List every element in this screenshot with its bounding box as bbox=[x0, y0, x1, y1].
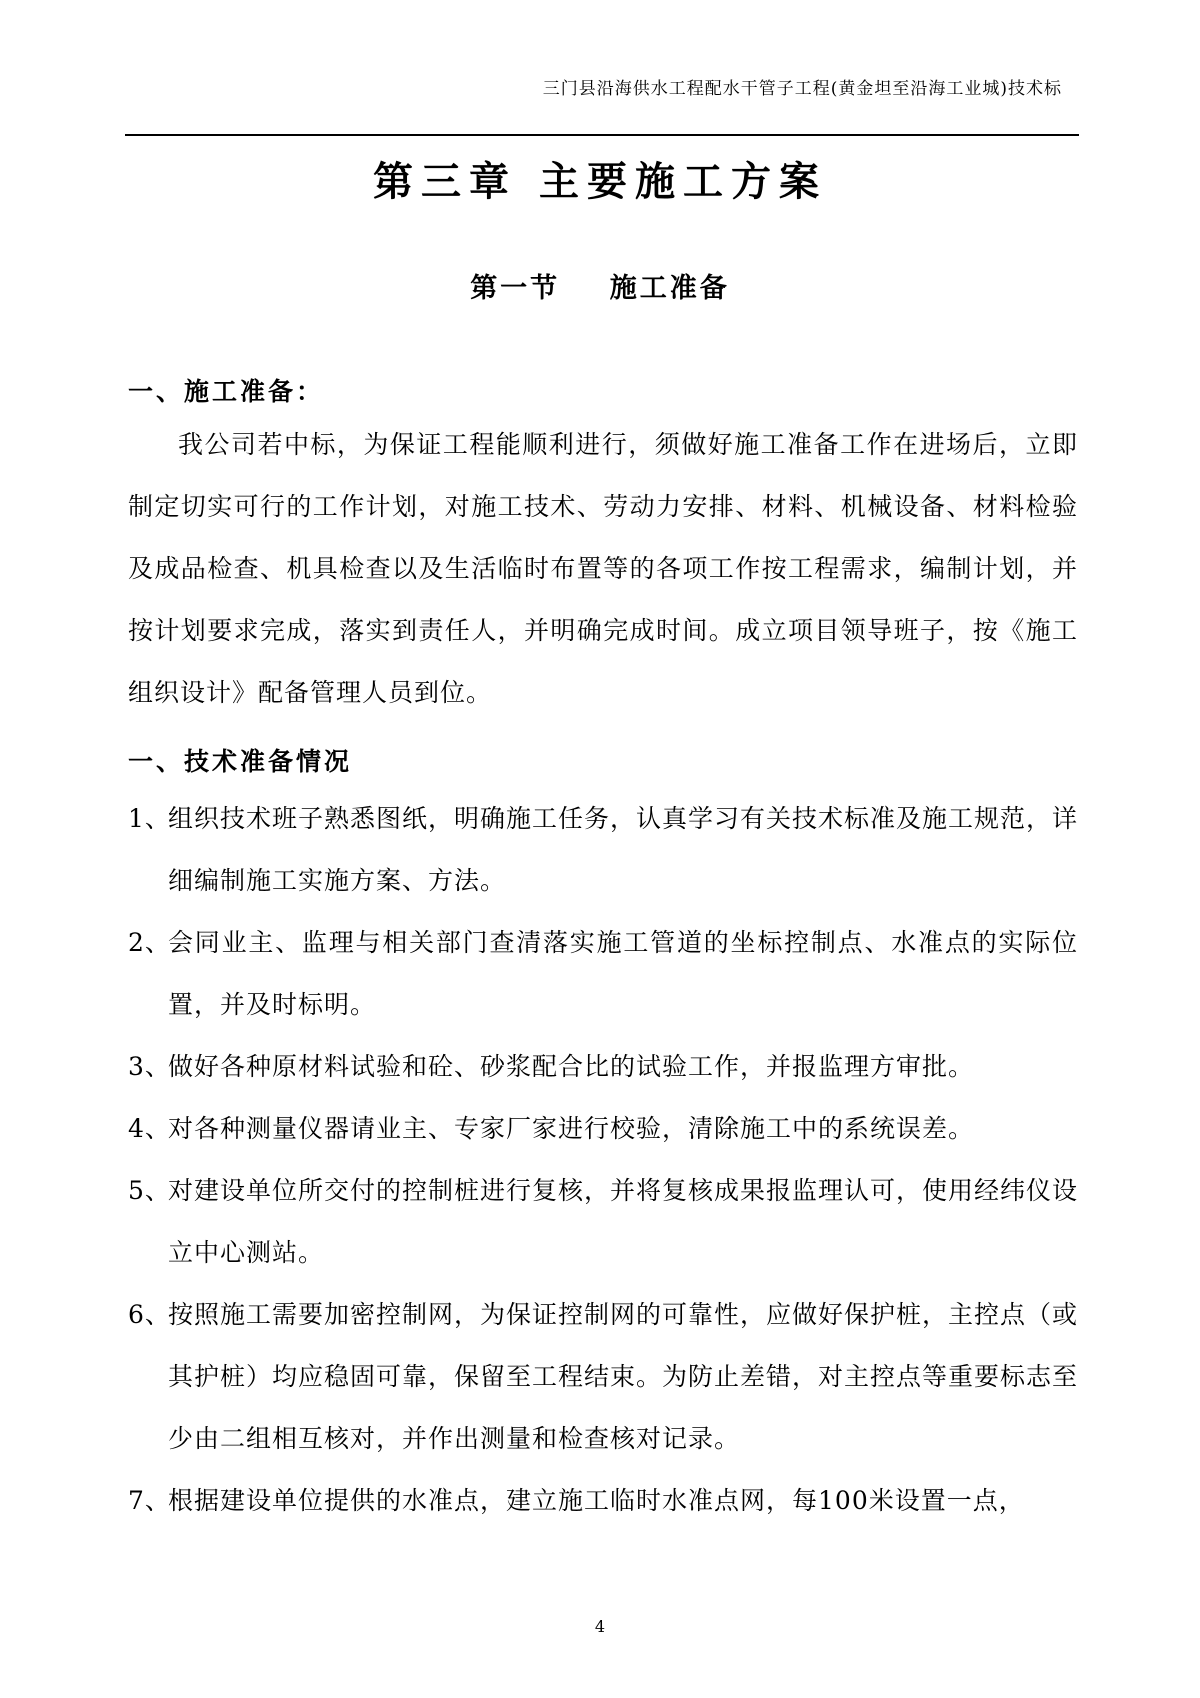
item-text: 会同业主、监理与相关部门查清落实施工管道的坐标控制点、水准点的实际位置，并及时标明。 bbox=[168, 928, 1078, 1019]
item-text: 做好各种原材料试验和砼、砂浆配合比的试验工作，并报监理方审批。 bbox=[168, 1052, 975, 1081]
list-item bbox=[128, 788, 1078, 912]
item-text: 根据建设单位提供的水准点，建立施工临时水准点网，每100米设置一点， bbox=[168, 1486, 1025, 1515]
item-number: 5、 bbox=[128, 1176, 171, 1205]
technical-preparation-list bbox=[128, 788, 1078, 1532]
item-number: 4、 bbox=[128, 1114, 171, 1143]
page-number: 4 bbox=[594, 1617, 606, 1636]
list-item bbox=[128, 1470, 1078, 1532]
item-text: 对建设单位所交付的控制桩进行复核，并将复核成果报监理认可，使用经纬仪设立中心测站。 bbox=[168, 1176, 1079, 1267]
item-text: 组织技术班子熟悉图纸，明确施工任务，认真学习有关技术标准及施工规范，详细编制施工实施方案、方法。 bbox=[168, 804, 1079, 895]
running-header: 三门县沿海供水工程配水干管子工程(黄金坦至沿海工业城)技术标 bbox=[542, 79, 1062, 99]
item-text: 对各种测量仪器请业主、专家厂家进行校验，清除施工中的系统误差。 bbox=[168, 1114, 975, 1143]
list-item bbox=[128, 1284, 1078, 1470]
header-rule bbox=[125, 134, 1079, 136]
item-text: 按照施工需要加密控制网，为保证控制网的可靠性，应做好保护桩，主控点（或其护桩）均应稳固可靠，保留至工程结束。为防止差错，对主控点等重要标志至少由二组相互核对，并作出测量和检查核对记录。 bbox=[168, 1300, 1079, 1453]
chapter-title: 第三章 主要施工方案 bbox=[373, 159, 827, 205]
section-title: 第一节 施工准备 bbox=[470, 273, 730, 304]
heading-construction-preparation: 一、施工准备： bbox=[128, 377, 325, 406]
item-number: 1、 bbox=[128, 804, 171, 833]
intro-paragraph: 我公司若中标，为保证工程能顺利进行，须做好施工准备工作在进场后，立即制定切实可行的工作计划，对施工技术、劳动力安排、材料、机械设备、材料检验及成品检查、机具检查以及生活临时布置等的各项工作按工程需求，编制计划，并按计划要求完成，落实到责任人，并明确完成时间。成立项目领导班子，按《施工组织设计》配备管理人员到位。 bbox=[128, 430, 1078, 707]
item-number: 6、 bbox=[128, 1300, 171, 1329]
item-number: 7、 bbox=[128, 1486, 171, 1515]
list-item bbox=[128, 912, 1078, 1036]
list-item bbox=[128, 1098, 1078, 1160]
list-item bbox=[128, 1036, 1078, 1098]
list-item bbox=[128, 1160, 1078, 1284]
item-number: 3、 bbox=[128, 1052, 171, 1081]
item-number: 2、 bbox=[128, 928, 171, 957]
heading-technical-preparation: 一、技术准备情况 bbox=[128, 747, 353, 776]
